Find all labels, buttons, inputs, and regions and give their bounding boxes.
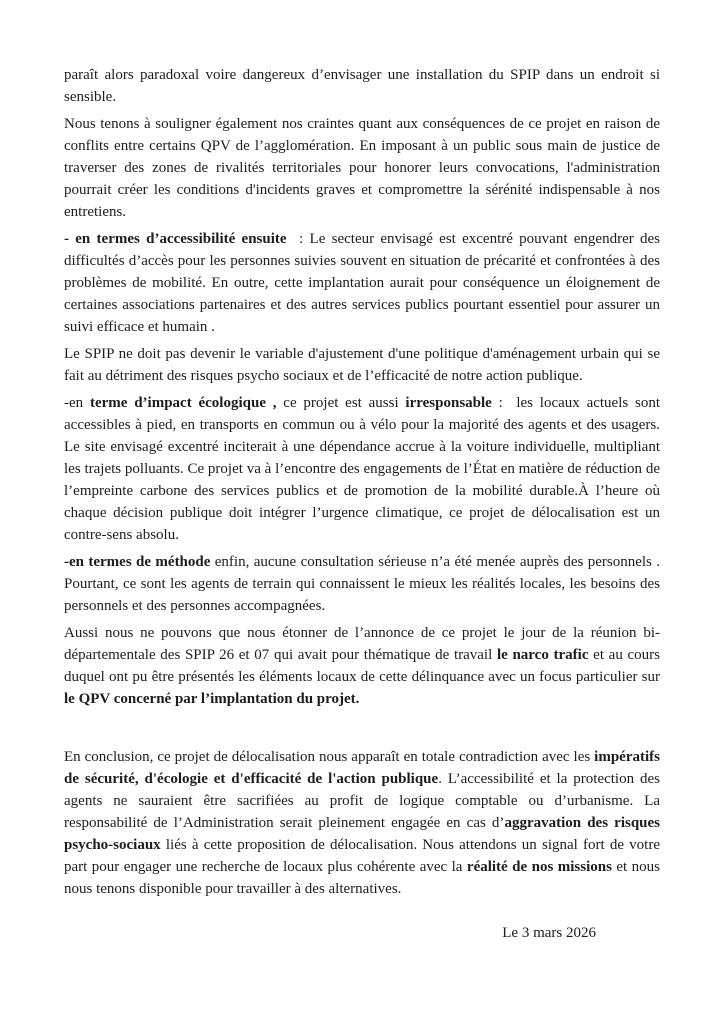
text-run: enfin, aucune consultation sérieuse n’a été menée auprès des personnels . Pourtant, ce sont les agents de terrain qui connaissent le mieux les réalités locales, les besoins des personnels et des personnes accompagnées.	[64, 554, 660, 614]
text-run: : Le secteur envisagé est excentré pouvant engendrer des difficultés d’accès pour les personnes suivies souvent en situation de précarité et confrontées à des problèmes de mobilité. En outre, cette implantation aurait pour conséquence un éloignement de certaines associations partenaires et des autres services publics pourtant essentiel pour assurer un suivi efficace et humain .	[64, 231, 660, 335]
text-run: et au cours duquel ont pu être présentés les éléments locaux de cette délinquance avec un focus particulier sur	[64, 647, 661, 685]
date-line: Le 3 mars 2026	[502, 925, 596, 941]
text-run: : les locaux actuels sont accessibles à pied, en transports en commun ou à vélo pour la majorité des agents et des usagers. Le site envisagé excentré inciterait à une dépendance accrue à la voiture individuelle, multipliant les trajets polluants. Ce projet va à l’encontre des engagements de l’État en matière de réduction de l’empreinte carbone des services publics et de promotion de la mobilité durable.À l’heure où chaque décision publique doit intégrer l’urgence climatique, ce projet de délocalisation est un contre-sens absolu.	[64, 395, 661, 543]
bold-text-run: - en termes d’accessibilité ensuite	[64, 231, 287, 247]
bold-text-run: impératifs de sécurité, d'écologie et d'efficacité de l'action publique	[64, 749, 660, 787]
text-run: En conclusion, ce projet de délocalisation nous apparaît en totale contradiction avec les	[64, 749, 595, 765]
bold-text-run: aggravation des risques psycho-sociaux	[64, 815, 661, 853]
paragraph	[64, 64, 660, 108]
bold-text-run: le QPV concerné par l’implantation du projet.	[64, 691, 360, 707]
paragraph	[64, 113, 660, 223]
bold-text-run: terme d’impact écologique ,	[89, 395, 277, 411]
document-body	[64, 64, 660, 900]
text-run: Nous tenons à souligner également nos craintes quant aux conséquences de ce projet en raison de conflits entre certains QPV de l’agglomération. En imposant à un public sous main de justice de traverser des zones de rivalités territoriales pour honorer leurs convocations, l'administration pourrait créer les conditions d'incidents graves et compromettre la sérénité indispensable à nos entretiens.	[64, 116, 660, 220]
paragraph	[64, 746, 660, 900]
paragraph	[64, 392, 660, 546]
text-run: . L’accessibilité et la protection des agents ne sauraient être sacrifiées au profit de logique comptable ou d’urbanisme. La responsabilité de l’Administration serait pleinement engagée en cas d’	[64, 771, 660, 831]
bold-text-run: réalité de nos missions	[466, 859, 612, 875]
text-run: -en	[64, 395, 90, 411]
paragraph	[64, 551, 660, 617]
paragraph	[64, 343, 660, 387]
text-run: Le SPIP ne doit pas devenir le variable d'ajustement d'une politique d'aménagement urbain qui se fait au détriment des risques psycho sociaux et de l’efficacité de notre action publique.	[64, 346, 660, 384]
text-run: liés à cette proposition de délocalisation. Nous attendons un signal fort de votre part pour engager une recherche de locaux plus cohérente avec la	[64, 837, 660, 875]
paragraph	[64, 622, 660, 710]
bold-text-run: le narco trafic	[496, 647, 589, 663]
text-run: paraît alors paradoxal voire dangereux d’envisager une installation du SPIP dans un endroit si sensible.	[64, 67, 660, 105]
paragraph	[64, 228, 660, 338]
text-run: ce projet est aussi	[276, 395, 406, 411]
text-run: Aussi nous ne pouvons que nous étonner de l’annonce de ce projet le jour de la réunion bi-départementale des SPIP 26 et 07 qui avait pour thématique de travail	[64, 625, 660, 663]
bold-text-run: -en termes de méthode	[64, 554, 211, 570]
bold-text-run: irresponsable	[405, 395, 492, 411]
text-run: et nous nous tenons disponible pour travailler à des alternatives.	[64, 859, 660, 897]
